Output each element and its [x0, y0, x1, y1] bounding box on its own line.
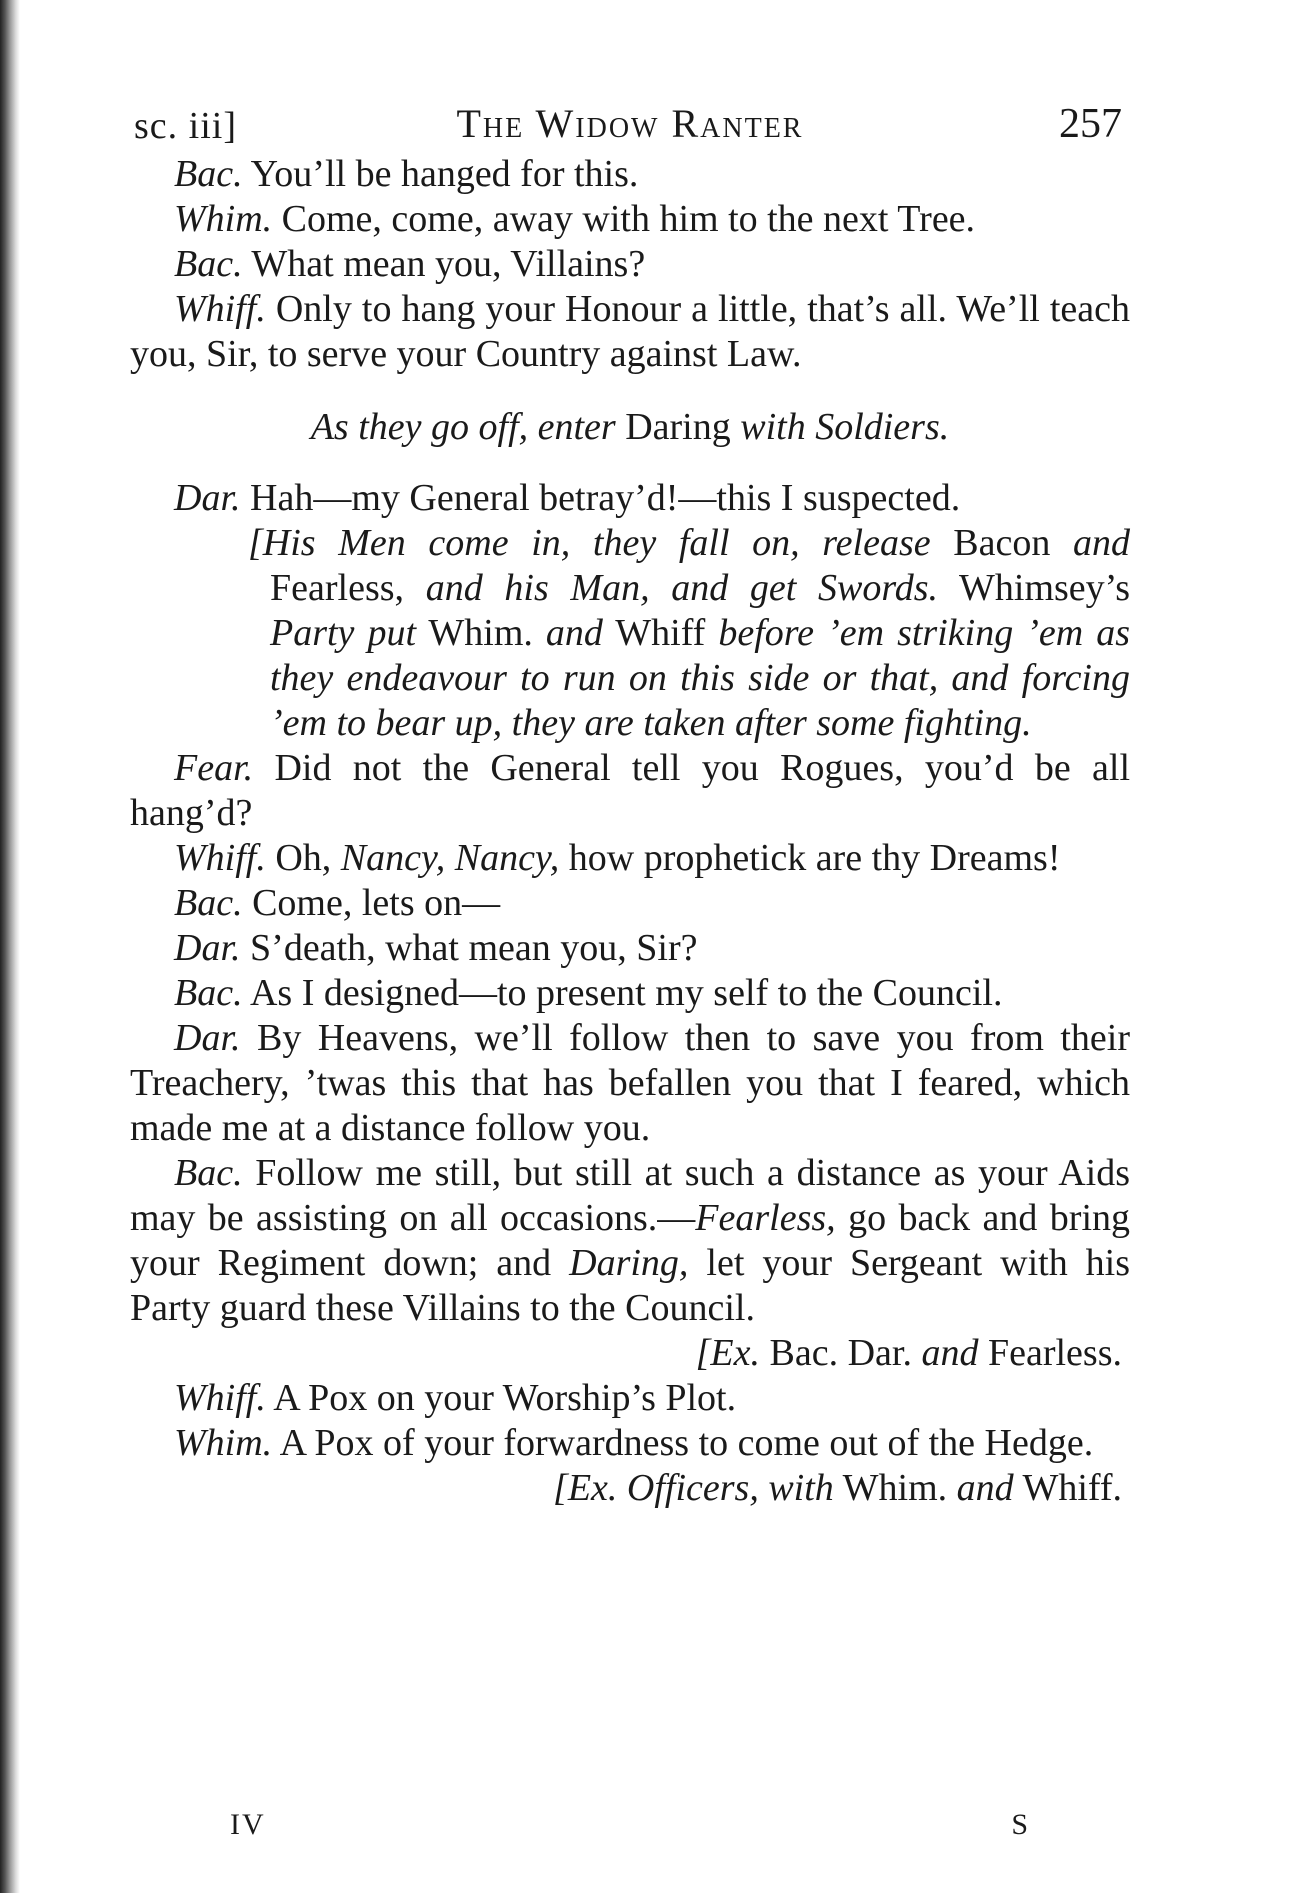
volume-number: IV: [230, 1808, 266, 1841]
scene-marker: sc. iii]: [134, 105, 237, 147]
exit-direction: [Ex. Officers, with Whim. and Whiff.: [553, 1467, 1122, 1509]
speech-line: Whiff. Oh, Nancy, Nancy, how prophetick are thy Dreams!: [174, 837, 1061, 879]
book-page: [130, 100, 1130, 1511]
speech-line: Whiff. Only to hang your Honour a little, that’s all. We’ll teach you, Sir, to serve your Country against Law.: [130, 288, 1131, 375]
exit-direction: [Ex. Bac. Dar. and Fearless.: [695, 1332, 1122, 1374]
speech-line: Bac. As I designed—to present my self to the Council.: [174, 972, 1003, 1014]
speech-line: Dar. S’death, what mean you, Sir?: [174, 927, 698, 969]
page-number: 257: [1059, 101, 1122, 147]
speech-line: Dar. Hah—my General betray’d!—this I suspected.: [174, 477, 961, 519]
speech-line: Bac. You’ll be hanged for this.: [174, 153, 639, 195]
signature-mark: S: [1011, 1808, 1030, 1841]
stage-direction-block: [His Men come in, they fall on, release Bacon and Fearless, and his Man, and get Swords. Whimsey’s Party put Whim. and Whiff before ’em striking ’em as they endeavour to run on this side or that, and forcing ’em to bear up, they are taken after some fighting.: [248, 522, 1131, 744]
speech-line: Fear. Did not the General tell you Rogues, you’d be all hang’d?: [130, 747, 1131, 834]
speech-line: Bac. Come, lets on—: [174, 882, 501, 924]
running-header: [130, 100, 1130, 152]
speech-line: Whim. Come, come, away with him to the next Tree.: [174, 198, 976, 240]
speech-line: Bac. Follow me still, but still at such a distance as your Aids may be assisting on all occasions.—Fearless, go back and bring your Regiment down; and Daring, let your Sergeant with his Party guard these Villains to the Council.: [130, 1152, 1131, 1329]
speech-line: Whim. A Pox of your forwardness to come out of the Hedge.: [174, 1422, 1094, 1464]
play-text: [130, 152, 1130, 1511]
book-spine-shadow: [0, 0, 20, 1893]
stage-direction: As they go off, enter Daring with Soldiers.: [310, 406, 950, 448]
speech-line: Dar. By Heavens, we’ll follow then to save you from their Treachery, ’twas this that has befallen you that I feared, which made me at a distance follow you.: [130, 1017, 1131, 1149]
page-footer: [230, 1808, 1030, 1842]
speech-line: Bac. What mean you, Villains?: [174, 243, 646, 285]
running-title: The Widow Ranter: [456, 101, 804, 146]
speech-line: Whiff. A Pox on your Worship’s Plot.: [174, 1377, 737, 1419]
